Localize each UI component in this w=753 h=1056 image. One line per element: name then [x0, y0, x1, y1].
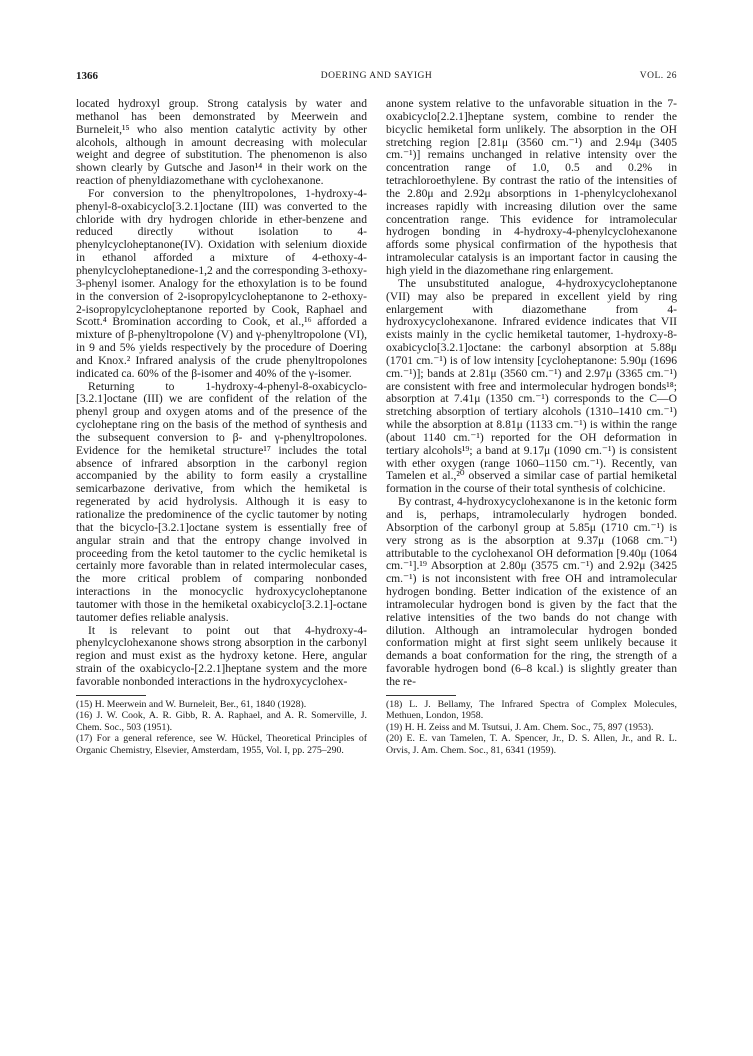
paragraph: anone system relative to the unfavorable situation in the 7-oxabicyclo[2.2.1]heptane system, combine to render the bicyclic hemiketal form unlikely. The absorption in the OH stretching region [2.81μ (3560 cm.⁻¹) and 2.94μ (3405 cm.⁻¹)] remains unchanged in relative intensity over the concentration range of 1.0, 0.5 and 0.2% in tetrachloroethylene. By contrast the ratio of the intensities of the 2.80μ and 2.92μ absorptions in 1-phenylcyclohexanol increases rapidly with increasing dilution over the same concentration range. This evidence for intramolecular hydrogen bonding in 4-hydroxy-4-phenylcyclohexanone affords some physical confirmation of the hypothesis that intramolecular catalysis is an important factor in causing the high yield in the diazomethane ring enlargement.	[386, 97, 677, 277]
volume-label: VOL. 26	[639, 71, 677, 81]
paragraph: For conversion to the phenyltropolones, 1-hydroxy-4-phenyl-8-oxabicyclo[3.2.1]octane (III) was converted to the chloride with dry hydrogen chloride in ether-benzene and reduced directly without isolation to 4-phenylcycloheptanone(IV). Oxidation with selenium dioxide in ethanol afforded a mixture of 4-ethoxy-4-phenylcycloheptanedione-1,2 and the corresponding 3-ethoxy-3-phenyl isomer. Analogy for the ethoxylation is to be found in the conversion of 2-isopropylcycloheptanone to 2-ethoxy-2-isopropylcycloheptanone reported by Cook, Raphael and Scott.⁴ Bromination according to Cook, et al.,¹⁶ afforded a mixture of β-phenyltropolone (V) and γ-phenyltropolone (VI), in 9 and 5% yields respectively by the procedure of Doering and Knox.² Infrared analysis of the crude phenyltropolones indicated ca. 60% of the β-isomer and 40% of the γ-isomer.	[76, 186, 367, 380]
paragraph: It is relevant to point out that 4-hydroxy-4-phenylcyclohexanone shows strong absorption in the carbonyl region and must exist as the hydroxy ketone. Here, angular strain of the oxabicyclo-[2.2.1]heptane system and the more favorable nonbonded interactions in the hydroxycyclohex-	[76, 623, 367, 688]
paragraph: Returning to 1-hydroxy-4-phenyl-8-oxabicyclo-[3.2.1]octane (III) we are confident of the relation of the phenyl group and oxygen atoms and of the presence of the cycloheptane ring on the basis of the method of synthesis and the subsequent conversion to β- and γ-phenyltropolones. Evidence for the hemiketal structure¹⁷ includes the total absence of infrared absorption in the carbonyl region accompanied by the ability to form easily a crystalline semicarbazone derivative, from which the hemiketal is regenerated by acid hydrolysis. Although it is easy to rationalize the predominence of the cyclic tautomer by noting that the bicyclo-[3.2.1]octane system is essentially free of angular strain and that the entropy change involved in proceeding from the ketol tautomer to the cyclic hemiketal is certainly more favorable than in related intermolecular cases, the more critical problem of comparing nonbonded interactions in the monocyclic hydroxycycloheptanone tautomer with those in the hemiketal oxabicyclo[3.2.1]-octane tautomer defies reliable analysis.	[76, 379, 367, 624]
footnote-divider	[76, 695, 146, 696]
paragraph: By contrast, 4-hydroxycyclohexanone is in the ketonic form and is, perhaps, intramolecularly hydrogen bonded. Absorption of the carbonyl group at 5.85μ (1710 cm.⁻¹) is very strong as is the absorption at 9.37μ (1068 cm.⁻¹) attributable to the cyclohexanol OH deformation [9.40μ (1064 cm.⁻¹].¹⁹ Absorption at 2.80μ (3575 cm.⁻¹) and 2.92μ (3425 cm.⁻¹) is not inconsistent with free OH and intramolecular hydrogen bonding. Better indication of the existence of an intramolecular hydrogen bond is given by the fact that the relative intensities of the two bands do not change with dilution. Although an intramolecular hydrogen bonded conformation might at first sight seem unlikely because it demands a boat conformation for the ring, the strength of a favorable hydrogen bond (6–8 kcal.) is slightly greater than the re-	[386, 495, 677, 688]
footnote: (19) H. H. Zeiss and M. Tsutsui, J. Am. Chem. Soc., 75, 897 (1953).	[386, 721, 654, 733]
footnote-divider	[386, 695, 456, 696]
footnote: (17) For a general reference, see W. Hückel, Theoretical Principles of Organic Chemistry, Elsevier, Amsterdam, 1955, Vol. I, pp. 275–290.	[76, 733, 367, 756]
page-number: 1366	[76, 70, 98, 82]
left-column	[76, 98, 367, 756]
paragraph: The unsubstituted analogue, 4-hydroxycycloheptanone (VII) may also be prepared in excellent yield by ring enlargement with diazomethane from 4-hydroxycyclohexanone. Infrared evidence indicates that VII exists mainly in the cyclic hemiketal tautomer, 1-hydroxy-8-oxabicyclo[3.2.1]octane: the carbonyl absorption at 5.88μ (1701 cm.⁻¹) is of low intensity [cycloheptanone: 5.90μ (1696 cm.⁻¹)]; bands at 2.81μ (3560 cm.⁻¹) and 2.97μ (3365 cm.⁻¹) are consistent with free and intermolecular hydrogen bonds¹⁸; absorption at 7.41μ (1350 cm.⁻¹) corresponds to the C—O stretching absorption of tertiary alcohols (1310–1410 cm.⁻¹) while the absorption at 8.81μ (1133 cm.⁻¹) is within the range (about 1140 cm.⁻¹) reported for the OH deformation in tertiary alcohols¹⁹; a band at 9.17μ (1090 cm.⁻¹) is consistent with ether oxygen (range 1060–1150 cm.⁻¹). Recently, van Tamelen et al.,²⁰ observed a similar case of partial hemiketal formation in the course of their total synthesis of colchicine.	[386, 276, 677, 496]
footnote: (18) L. J. Bellamy, The Infrared Spectra of Complex Molecules, Methuen, London, 1958.	[386, 698, 677, 722]
footnote: (20) E. E. van Tamelen, T. A. Spencer, Jr., D. S. Allen, Jr., and R. L. Orvis, J. Am. Chem. Soc., 81, 6341 (1959).	[386, 733, 677, 756]
running-title: DOERING AND SAYIGH	[320, 71, 433, 81]
paragraph: located hydroxyl group. Strong catalysis by water and methanol has been demonstrated by Meerwein and Burneleit,¹⁵ who also mention catalytic activity by other alcohols, although in amount decreasing with molecular weight and degree of substitution. The phenomenon is also shown clearly by Gutsche and Jason¹⁴ in their work on the reaction of phenyldiazomethane with cyclohexanone.	[76, 97, 367, 188]
footnote: (15) H. Meerwein and W. Burneleit, Ber., 61, 1840 (1928).	[76, 698, 307, 710]
right-column	[386, 98, 677, 756]
running-header	[76, 70, 677, 86]
footnote: (16) J. W. Cook, A. R. Gibb, R. A. Raphael, and A. R. Somerville, J. Chem. Soc., 503 (1951).	[76, 710, 367, 733]
